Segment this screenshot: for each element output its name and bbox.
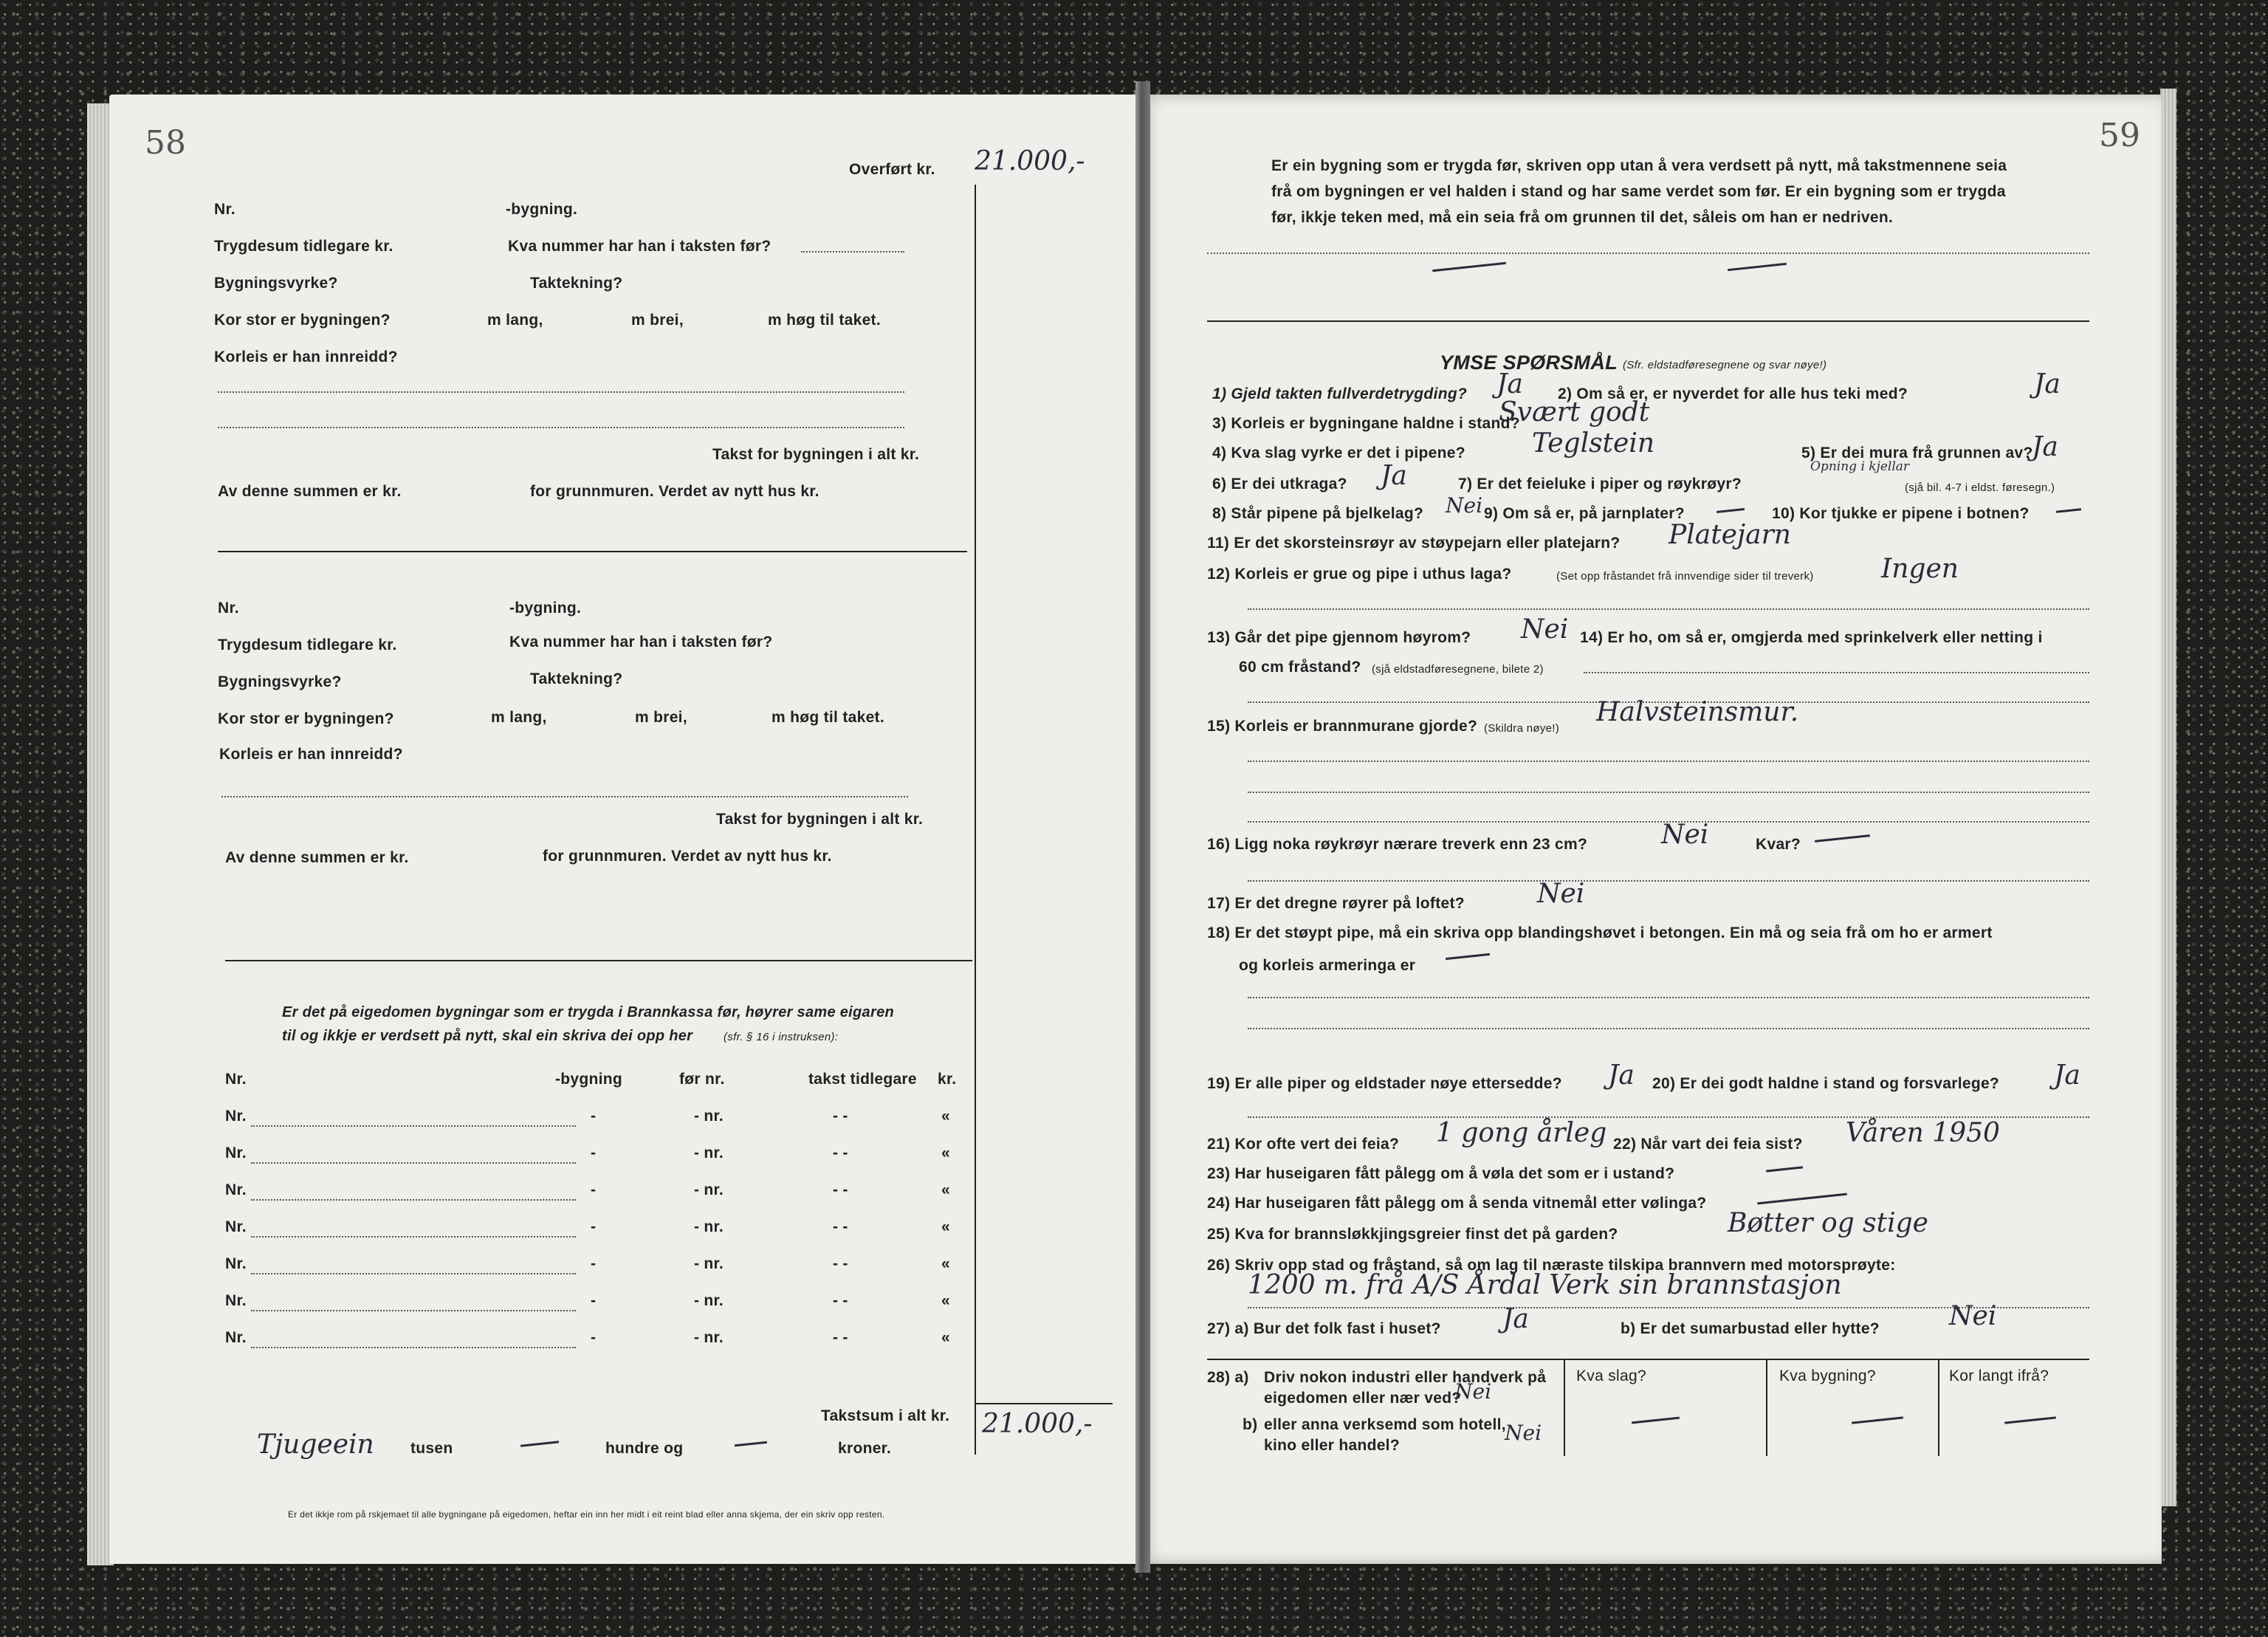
a2: Ja: [2034, 369, 2061, 399]
q25: 25) Kva for brannsløkkjingsgreier finst det på garden?: [1207, 1226, 1618, 1243]
ymse-heading-note: (Sfr. eldstadføresegnene og svar nøye!): [1623, 359, 1827, 371]
table-row-2-b: -: [591, 1144, 597, 1161]
q28a: Driv nokon industri eller handverk på: [1264, 1369, 1547, 1386]
q28b1: eller anna verksemd som hotell,: [1264, 1416, 1506, 1433]
kvar-label: Kvar?: [1756, 836, 1801, 853]
a27: Ja: [1502, 1304, 1529, 1334]
q17: 17) Er det dregne røyrer på loftet?: [1207, 895, 1465, 912]
a4: Teglstein: [1532, 428, 1655, 459]
table-row-3-t: - -: [833, 1181, 848, 1198]
q18b: og korleis armeringa er: [1239, 957, 1416, 974]
q12-note: (Set opp fråstandet frå innvendige sider til treverk): [1556, 570, 1814, 583]
intro-line-1: Er ein bygning som er trygda før, skriven opp utan å vera verdsett på nytt, må takstmennene seia: [1271, 157, 2007, 174]
a28a: Nei: [1454, 1379, 1492, 1404]
table-row-5-t: - -: [833, 1255, 848, 1272]
intro-line: [1207, 253, 2089, 254]
q16-line: [1248, 880, 2089, 882]
b1-av-denne: Av denne summen er kr.: [218, 483, 402, 500]
q2: 2) Om så er, er nyverdet for alle hus teki med?: [1558, 385, 1908, 402]
q28-col3: [1938, 1360, 1939, 1456]
b1-bygningsvyrke: Bygningsvyrke?: [214, 275, 338, 292]
intro-line-2: frå om bygningen er vel halden i stand og har same verdet som før. Er ein bygning som er trygda: [1271, 183, 2006, 200]
table-row-1-nr: Nr.: [225, 1108, 247, 1125]
b2-av-denne: Av denne summen er kr.: [225, 849, 409, 866]
b2-m-hog: m høg til taket.: [772, 709, 884, 726]
b1-separator: [218, 551, 967, 552]
q8: 8) Står pipene på bjelkelag?: [1212, 505, 1424, 522]
amount-column-rule: [975, 185, 976, 1455]
intro-line-3: før, ikkje teken med, må ein seia frå om grunnen til det, såleis om han er nedriven.: [1271, 209, 1894, 226]
a19: Ja: [1608, 1060, 1635, 1091]
q11: 11) Er det skorsteinsrøyr av støypejarn eller platejarn?: [1207, 535, 1621, 552]
b1-korleis: Korleis er han innreidd?: [214, 349, 398, 366]
q28a2: eigedomen eller nær ved?: [1264, 1390, 1462, 1407]
a12: Ingen: [1881, 554, 1959, 584]
col-kor-langt: Kor langt ifrå?: [1949, 1367, 2049, 1384]
q21: 21) Kor ofte vert dei feia?: [1207, 1136, 1400, 1153]
b2-separator: [225, 960, 972, 961]
overfort-label: Overført kr.: [849, 161, 935, 178]
q27: 27) a) Bur det folk fast i huset?: [1207, 1320, 1441, 1337]
table-row-1-b: -: [591, 1108, 597, 1125]
right-page-edges: [2160, 89, 2176, 1506]
table-row-line: [251, 1347, 576, 1348]
q28-col1: [1564, 1360, 1565, 1456]
q7-note: (sjå bil. 4-7 i eldst. føresegn.): [1905, 481, 2055, 494]
b1-taktekning: Taktekning?: [530, 275, 623, 292]
a6: Ja: [1381, 461, 1407, 491]
q14-note: (sjå eldstadføresegnene, bilete 2): [1372, 663, 1544, 676]
page-number-right: 59: [2099, 117, 2140, 154]
intro-separator: [1207, 320, 2089, 322]
b2-kor-stor: Kor stor er bygningen?: [218, 710, 394, 727]
table-header-for-nr: før nr.: [679, 1071, 725, 1088]
table-row-line: [251, 1162, 576, 1164]
q18-line1: [1248, 997, 2089, 998]
b2-m-lang: m lang,: [491, 709, 547, 726]
table-row-3-b: -: [591, 1181, 597, 1198]
q22: 22) Når vart dei feia sist?: [1613, 1136, 1803, 1153]
q15-note: (Skildra nøye!): [1484, 722, 1560, 735]
b2-for-grunnmuren: for grunnmuren. Verdet av nytt hus kr.: [543, 848, 832, 865]
a21: 1 gong årleg: [1436, 1118, 1607, 1148]
q28b: b): [1243, 1416, 1258, 1433]
q15: 15) Korleis er brannmurane gjorde?: [1207, 718, 1478, 735]
table-row-5-n: - nr.: [694, 1255, 724, 1272]
table-row-4-b: -: [591, 1218, 597, 1235]
a16: Nei: [1661, 820, 1709, 850]
table-row-6-b: -: [591, 1292, 597, 1309]
b2-korleis: Korleis er han innreidd?: [219, 746, 403, 763]
table-header-takst: takst tidlegare: [808, 1071, 917, 1088]
q18-line2: [1248, 1028, 2089, 1029]
table-row-3-k: «: [941, 1181, 950, 1198]
q19: 19) Er alle piper og eldstader nøye ettersedde?: [1207, 1075, 1562, 1092]
b2-bygningsvyrke: Bygningsvyrke?: [218, 673, 342, 690]
table-row-1-k: «: [941, 1108, 950, 1125]
takstsum-label: Takstsum i alt kr.: [821, 1407, 950, 1424]
b1-kor-stor: Kor stor er bygningen?: [214, 312, 391, 329]
a25: Bøtter og stige: [1728, 1208, 1928, 1238]
b1-m-hog: m høg til taket.: [768, 312, 881, 329]
table-row-5-k: «: [941, 1255, 950, 1272]
b2-nr: Nr.: [218, 600, 239, 617]
b1-for-grunnmuren: for grunnmuren. Verdet av nytt hus kr.: [530, 483, 819, 500]
a17: Nei: [1537, 879, 1585, 909]
table-row-2-t: - -: [833, 1144, 848, 1161]
left-footer-note: Er det ikkje rom på rskjemaet til alle bygningane på eigedomen, heftar ein inn her midt i eit reint blad eller anna skjema, der ein skriv opp resten.: [288, 1509, 885, 1520]
a7: Opning i kjellar: [1810, 459, 1910, 474]
instruction-ref: (sfr. § 16 i instruksen):: [724, 1031, 839, 1043]
q28: 28) a): [1207, 1369, 1249, 1386]
q14b: 60 cm fråstand?: [1239, 659, 1361, 676]
a15: Halvsteinsmur.: [1596, 697, 1799, 727]
q13: 13) Går det pipe gjennom høyrom?: [1207, 629, 1471, 646]
b1-kva-nummer-line: [801, 251, 904, 253]
a20: Ja: [2054, 1060, 2080, 1091]
q27b: b) Er det sumarbustad eller hytte?: [1621, 1320, 1880, 1337]
b1-m-brei: m brei,: [631, 312, 684, 329]
table-header-nr: Nr.: [225, 1071, 247, 1088]
q6: 6) Er dei utkraga?: [1212, 476, 1347, 493]
table-row-3-n: - nr.: [694, 1181, 724, 1198]
table-header-kr: kr.: [938, 1071, 957, 1088]
table-header-bygning: -bygning: [555, 1071, 623, 1088]
table-row-2-nr: Nr.: [225, 1144, 247, 1161]
b2-taktekning: Taktekning?: [530, 670, 623, 687]
tusen-handwritten: Tjugeein: [257, 1430, 374, 1460]
overfort-value: 21.000,-: [975, 146, 1085, 176]
table-row-6-t: - -: [833, 1292, 848, 1309]
instruction-line-2: til og ikkje er verdsett på nytt, skal ein skriva dei opp her: [282, 1028, 693, 1044]
table-row-line: [251, 1125, 576, 1127]
a27b: Nei: [1949, 1301, 1997, 1331]
b1-kva-nummer: Kva nummer har han i taksten før?: [508, 238, 772, 255]
page-number-left: 58: [145, 124, 186, 162]
q15-line2: [1248, 792, 2089, 793]
table-row-line: [251, 1199, 576, 1201]
q12-line: [1248, 608, 2089, 610]
a13: Nei: [1521, 614, 1569, 645]
b2-kva-nummer: Kva nummer har han i taksten før?: [509, 634, 773, 651]
hundre-label: hundre og: [605, 1440, 684, 1457]
b2-bygning: -bygning.: [509, 600, 582, 617]
table-row-7-k: «: [941, 1329, 950, 1346]
table-row-5-nr: Nr.: [225, 1255, 247, 1272]
a1: Ja: [1496, 369, 1523, 399]
table-row-1-n: - nr.: [694, 1108, 724, 1125]
table-row-7-n: - nr.: [694, 1329, 724, 1346]
q7: 7) Er det feieluke i piper og røykrøyr?: [1458, 476, 1742, 493]
q15-line1: [1248, 761, 2089, 762]
kroner-label: kroner.: [838, 1440, 892, 1457]
table-row-4-nr: Nr.: [225, 1218, 247, 1235]
q28-col2: [1766, 1360, 1767, 1456]
ymse-heading: YMSE SPØRSMÅL: [1440, 351, 1618, 374]
b2-takst: Takst for bygningen i alt kr.: [716, 811, 924, 828]
q9: 9) Om så er, på jarnplater?: [1484, 505, 1685, 522]
table-row-7-b: -: [591, 1329, 597, 1346]
col-kva-bygning: Kva bygning?: [1779, 1367, 1876, 1384]
a5: Ja: [2032, 432, 2058, 462]
b2-trygdesum: Trygdesum tidlegare kr.: [218, 636, 397, 653]
q24: 24) Har huseigaren fått pålegg om å senda vitnemål etter vølinga?: [1207, 1195, 1707, 1212]
b1-trygdesum: Trygdesum tidlegare kr.: [214, 238, 394, 255]
b1-takst: Takst for bygningen i alt kr.: [712, 446, 920, 463]
table-row-4-t: - -: [833, 1218, 848, 1235]
table-row-2-k: «: [941, 1144, 950, 1161]
q14-line: [1584, 672, 2089, 673]
table-row-6-n: - nr.: [694, 1292, 724, 1309]
q4: 4) Kva slag vyrke er det i pipene?: [1212, 445, 1465, 461]
table-row-2-n: - nr.: [694, 1144, 724, 1161]
q23: 23) Har huseigaren fått pålegg om å vøla det som er i ustand?: [1207, 1165, 1675, 1182]
right-page: [1141, 95, 2162, 1564]
q14: 14) Er ho, om så er, omgjerda med sprinkelverk eller netting i: [1580, 629, 2043, 646]
table-row-7-t: - -: [833, 1329, 848, 1346]
q28-top-rule: [1207, 1359, 2089, 1360]
q16: 16) Ligg noka røykrøyr nærare treverk enn 23 cm?: [1207, 836, 1588, 853]
a26: 1200 m. frå A/S Årdal Verk sin brannstasjon: [1248, 1270, 1842, 1300]
b1-m-lang: m lang,: [487, 312, 543, 329]
table-row-line: [251, 1310, 576, 1311]
takstsum-rule: [976, 1403, 1113, 1404]
b1-bygning: -bygning.: [506, 201, 578, 218]
q5: 5) Er dei mura frå grunnen av?: [1801, 445, 2033, 461]
q10: 10) Kor tjukke er pipene i botnen?: [1772, 505, 2030, 522]
table-row-6-nr: Nr.: [225, 1292, 247, 1309]
book-spine: [1135, 81, 1150, 1573]
table-row-7-nr: Nr.: [225, 1329, 247, 1346]
q26: 26) Skriv opp stad og fråstand, så om lag til næraste tilskipa brannvern med motorsprøyte:: [1207, 1257, 1896, 1274]
a11: Platejarn: [1669, 520, 1791, 550]
table-row-line: [251, 1273, 576, 1274]
table-row-4-n: - nr.: [694, 1218, 724, 1235]
table-row-4-k: «: [941, 1218, 950, 1235]
instruction-line-1: Er det på eigedomen bygningar som er trygda i Brannkassa før, høyrer same eigaren: [282, 1004, 895, 1020]
q28b2: kino eller handel?: [1264, 1437, 1400, 1454]
table-row-5-b: -: [591, 1255, 597, 1272]
tusen-label: tusen: [410, 1440, 453, 1457]
b1-line2: [218, 427, 904, 428]
col-kva-slag: Kva slag?: [1576, 1367, 1646, 1384]
b2-m-brei: m brei,: [635, 709, 687, 726]
a28b: Nei: [1505, 1421, 1542, 1445]
q18: 18) Er det støypt pipe, må ein skriva opp blandingshøvet i betongen. Ein må og seia frå om ho er armert: [1207, 924, 1993, 941]
table-row-6-k: «: [941, 1292, 950, 1309]
q12: 12) Korleis er grue og pipe i uthus laga?: [1207, 566, 1512, 583]
takstsum-value: 21.000,-: [982, 1409, 1093, 1439]
table-row-3-nr: Nr.: [225, 1181, 247, 1198]
a22: Våren 1950: [1846, 1118, 2000, 1148]
a8: Nei: [1446, 493, 1483, 518]
b2-line1: [221, 796, 908, 797]
a3: Svært godt: [1499, 397, 1650, 428]
table-row-1-t: - -: [833, 1108, 848, 1125]
b1-nr: Nr.: [214, 201, 236, 218]
q3: 3) Korleis er bygningane haldne i stand?: [1212, 415, 1520, 432]
table-row-line: [251, 1236, 576, 1238]
q1: 1) Gjeld takten fullverdetrygding?: [1212, 385, 1468, 402]
b1-line1: [218, 391, 904, 393]
q20: 20) Er dei godt haldne i stand og forsvarlege?: [1652, 1075, 2000, 1092]
